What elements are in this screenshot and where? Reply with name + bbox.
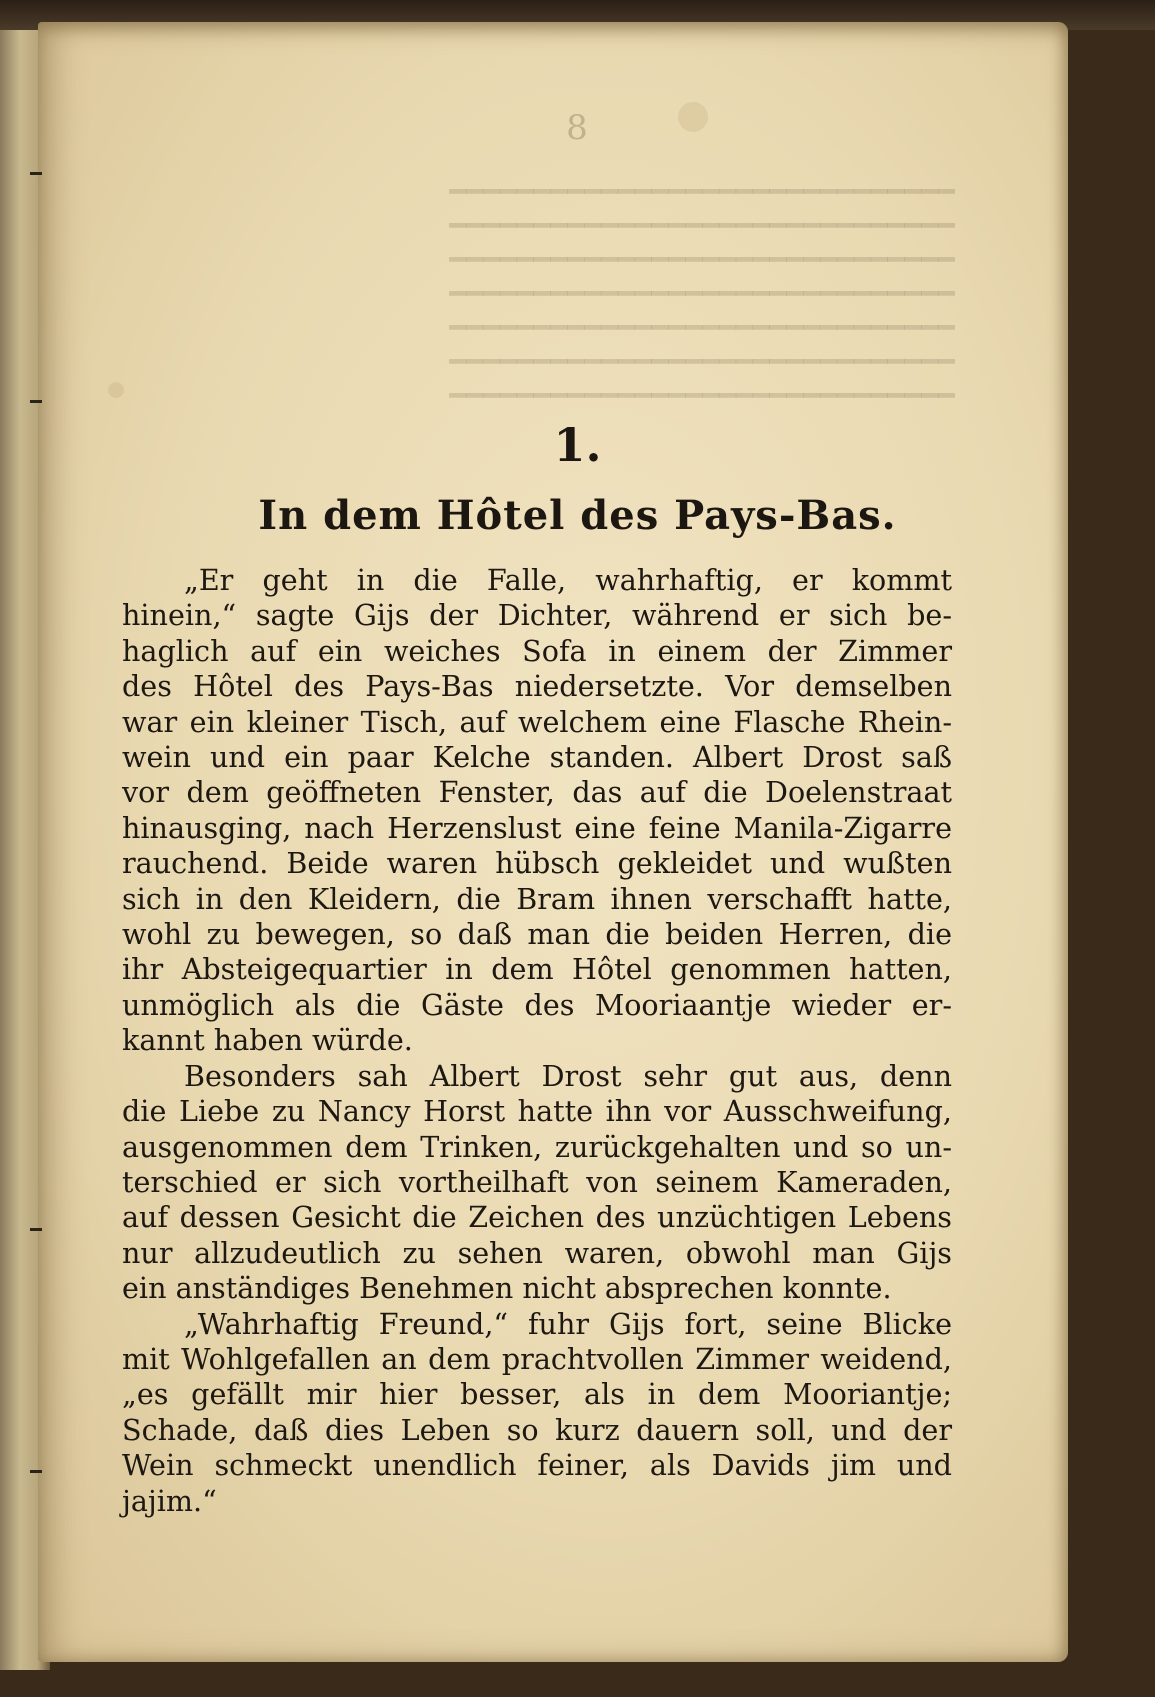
- text-line: „Er geht in die Falle, wahrhaftig, er kommt: [184, 563, 952, 597]
- text-line: „es gefällt mir hier besser, als in dem Mooriantje;: [122, 1377, 952, 1412]
- text-line: Schade, daß dies Leben so kurz dauern soll, und der: [122, 1412, 952, 1447]
- text-line: sich in den Kleidern, die Bram ihnen verschafft hatte,: [122, 881, 952, 916]
- text-line: hinein,“ sagte Gijs der Dichter, während er sich be-: [122, 598, 952, 633]
- text-line: rauchend. Beide waren hübsch gekleidet und wußten: [122, 846, 952, 881]
- text-line: war ein kleiner Tisch, auf welchem eine Flasche Rhein-: [122, 704, 952, 739]
- text-line: wein und ein paar Kelche standen. Albert Drost saß: [122, 740, 952, 775]
- text-line: jajim.“: [122, 1483, 217, 1518]
- text-line: vor dem geöffneten Fenster, das auf die Doelenstraat: [122, 775, 952, 810]
- page-number: 8: [566, 108, 589, 148]
- margin-mark: [30, 1228, 42, 1231]
- text-line: ihr Absteigequartier in dem Hôtel genommen hatten,: [122, 952, 952, 987]
- text-line: mit Wohlgefallen an dem prachtvollen Zimmer weidend,: [122, 1341, 952, 1376]
- text-line: haglich auf ein weiches Sofa in einem der Zimmer: [122, 633, 952, 668]
- body-text: [122, 563, 952, 1519]
- margin-mark: [30, 1470, 42, 1473]
- paper-stain: [108, 382, 124, 398]
- text-line: terschied er sich vortheilhaft von seinem Kameraden,: [122, 1164, 952, 1199]
- text-line: Wein schmeckt unendlich feiner, als Davids jim und: [122, 1448, 952, 1483]
- text-line: auf dessen Gesicht die Zeichen des unzüchtigen Lebens: [122, 1200, 952, 1235]
- text-line: „Wahrhaftig Freund,“ fuhr Gijs fort, seine Blicke: [184, 1306, 952, 1341]
- chapter-title: In dem Hôtel des Pays-Bas.: [258, 492, 897, 539]
- text-line: wohl zu bewegen, so daß man die beiden Herren, die: [122, 917, 952, 952]
- margin-mark: [30, 172, 42, 175]
- text-line: des Hôtel des Pays-Bas niedersetzte. Vor demselben: [122, 669, 952, 704]
- text-line: kannt haben würde.: [122, 1023, 413, 1058]
- chapter-number: 1.: [553, 418, 602, 472]
- text-line: ausgenommen dem Trinken, zurückgehalten und so un-: [122, 1129, 952, 1164]
- text-line: ein anständiges Benehmen nicht absprechen konnte.: [122, 1271, 892, 1306]
- text-line: die Liebe zu Nancy Horst hatte ihn vor Ausschweifung,: [122, 1094, 952, 1129]
- text-line: Besonders sah Albert Drost sehr gut aus, denn: [184, 1058, 952, 1093]
- margin-mark: [30, 400, 42, 403]
- text-line: hinausging, nach Herzenslust eine feine Manila-Zigarre: [122, 810, 952, 845]
- text-line: unmöglich als die Gäste des Mooriaantje wieder er-: [122, 987, 952, 1022]
- show-through-text: ━━━━━━━━━━━━━━━━━━━━━━━━━━━━━━ ━━━━━━━━━━━━━━━━━━━━━━━━━━━━━━ ━━━━━━━━━━━━━━━━━━━━━━━━━━━━━━ ━━━━━━━━━━━━━━━━━━━━━━━━━━━━━━ ━━━━━━━━━━━━━━━━━━━━━━━━━━━━━━ ━━━━━━━━━━━━━━━━━━━━━━━━━━━━━━ ━━━━━━━━━━━━━━━━━━━━━━━━━━━━━━: [449, 175, 955, 412]
- text-line: nur allzudeutlich zu sehen waren, obwohl man Gijs: [122, 1235, 952, 1270]
